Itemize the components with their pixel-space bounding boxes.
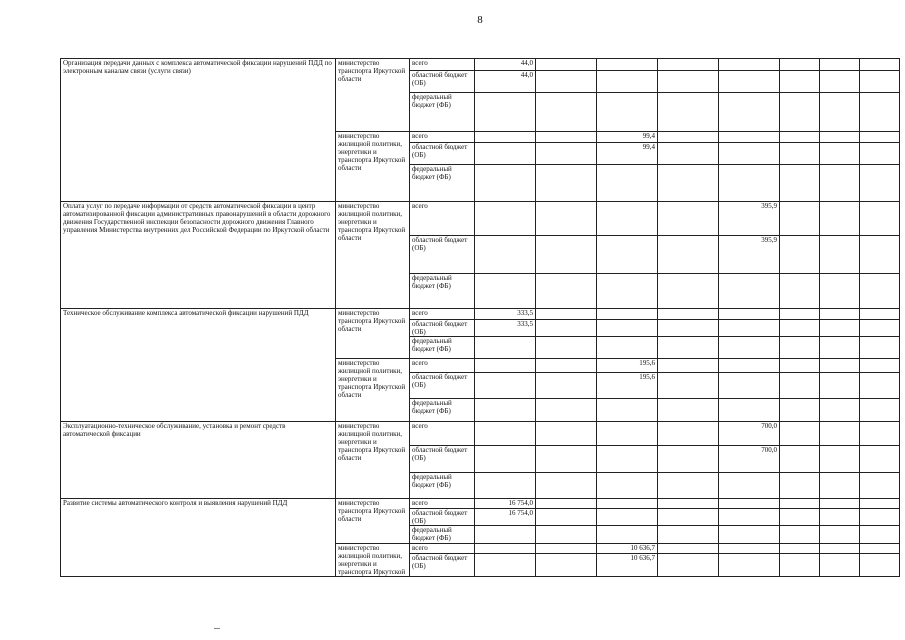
funding-source-label: всего: [410, 499, 475, 509]
executor-cell: министерство жилищной политики, энергетики и транспорта Иркутской области: [336, 131, 410, 202]
amount-cell: [860, 509, 900, 526]
amount-cell: 10 636,7: [597, 543, 658, 553]
amount-cell: [658, 399, 719, 421]
table-row: [61, 308, 900, 319]
amount-cell: [719, 399, 780, 421]
amount-cell: [820, 445, 860, 472]
amount-cell: [860, 59, 900, 71]
amount-cell: [820, 509, 860, 526]
amount-cell: [820, 543, 860, 553]
amount-cell: [820, 359, 860, 373]
amount-cell: [536, 445, 597, 472]
funding-source-label: федеральный бюджет (ФБ): [410, 526, 475, 543]
amount-cell: [780, 202, 820, 236]
funding-source-label: областной бюджет (ОБ): [410, 509, 475, 526]
amount-cell: [536, 202, 597, 236]
amount-cell: [536, 308, 597, 319]
amount-cell: [658, 509, 719, 526]
activity-cell: Эксплуатационно-техническое обслуживание, установка и ремонт средств автоматической фиксации: [61, 421, 336, 499]
amount-cell: [658, 337, 719, 359]
amount-cell: [719, 93, 780, 131]
amount-cell: [597, 509, 658, 526]
amount-cell: [658, 131, 719, 142]
amount-cell: [597, 421, 658, 445]
amount-cell: [475, 236, 536, 273]
funding-source-label: всего: [410, 202, 475, 236]
amount-cell: [820, 337, 860, 359]
amount-cell: [475, 421, 536, 445]
amount-cell: [658, 473, 719, 499]
amount-cell: [820, 499, 860, 509]
amount-cell: [597, 399, 658, 421]
amount-cell: [658, 499, 719, 509]
amount-cell: [860, 164, 900, 201]
amount-cell: 10 636,7: [597, 553, 658, 576]
amount-cell: [860, 142, 900, 164]
amount-cell: [719, 337, 780, 359]
funding-source-label: всего: [410, 359, 475, 373]
amount-cell: [820, 526, 860, 543]
amount-cell: [536, 337, 597, 359]
amount-cell: [719, 142, 780, 164]
amount-cell: [719, 526, 780, 543]
amount-cell: [536, 131, 597, 142]
amount-cell: [719, 473, 780, 499]
amount-cell: [820, 236, 860, 273]
amount-cell: [820, 399, 860, 421]
amount-cell: [536, 71, 597, 93]
amount-cell: [658, 273, 719, 308]
amount-cell: 195,6: [597, 359, 658, 373]
amount-cell: [597, 526, 658, 543]
amount-cell: [780, 308, 820, 319]
amount-cell: [597, 93, 658, 131]
funding-source-label: областной бюджет (ОБ): [410, 71, 475, 93]
amount-cell: [536, 543, 597, 553]
amount-cell: [475, 337, 536, 359]
amount-cell: [597, 308, 658, 319]
amount-cell: [536, 499, 597, 509]
amount-cell: [475, 473, 536, 499]
executor-cell: министерство жилищной политики, энергетики и транспорта Иркутской: [336, 543, 410, 577]
amount-cell: [719, 131, 780, 142]
amount-cell: [860, 236, 900, 273]
funding-source-label: областной бюджет (ОБ): [410, 445, 475, 472]
amount-cell: [658, 543, 719, 553]
amount-cell: [860, 543, 900, 553]
table-row: [61, 59, 900, 71]
amount-cell: [475, 131, 536, 142]
amount-cell: [719, 308, 780, 319]
amount-cell: [536, 273, 597, 308]
funding-source-label: федеральный бюджет (ФБ): [410, 164, 475, 201]
amount-cell: [820, 319, 860, 336]
amount-cell: [658, 71, 719, 93]
amount-cell: [780, 236, 820, 273]
amount-cell: [658, 236, 719, 273]
amount-cell: [860, 553, 900, 576]
amount-cell: 44,0: [475, 59, 536, 71]
amount-cell: [658, 421, 719, 445]
amount-cell: [475, 359, 536, 373]
amount-cell: 395,9: [719, 202, 780, 236]
amount-cell: [820, 421, 860, 445]
amount-cell: [860, 319, 900, 336]
amount-cell: [536, 526, 597, 543]
amount-cell: [536, 164, 597, 201]
amount-cell: [658, 93, 719, 131]
executor-cell: министерство транспорта Иркутской области: [336, 308, 410, 358]
funding-source-label: областной бюджет (ОБ): [410, 553, 475, 576]
executor-cell: министерство жилищной политики, энергетики и транспорта Иркутской области: [336, 421, 410, 499]
amount-cell: 395,9: [719, 236, 780, 273]
executor-cell: министерство жилищной политики, энергетики и транспорта Иркутской области: [336, 202, 410, 309]
amount-cell: [820, 59, 860, 71]
amount-cell: [780, 164, 820, 201]
executor-cell: министерство транспорта Иркутской области: [336, 59, 410, 132]
amount-cell: [780, 553, 820, 576]
amount-cell: [820, 553, 860, 576]
funding-source-label: областной бюджет (ОБ): [410, 319, 475, 336]
amount-cell: [658, 59, 719, 71]
amount-cell: [597, 319, 658, 336]
amount-cell: [780, 526, 820, 543]
amount-cell: [820, 308, 860, 319]
amount-cell: [536, 142, 597, 164]
amount-cell: [780, 509, 820, 526]
amount-cell: [780, 373, 820, 399]
amount-cell: [658, 202, 719, 236]
amount-cell: [780, 359, 820, 373]
amount-cell: [820, 131, 860, 142]
amount-cell: [475, 399, 536, 421]
amount-cell: [780, 421, 820, 445]
activity-cell: Оплата услуг по передаче информации от средств автоматической фиксации в центр автоматизированной фиксации административных правонарушений в области дорожного движения Государственной инспекции безопасности дорожного движения Главного управления Министерства внутренних дел Российской Федерации по Иркутской области: [61, 202, 336, 309]
amount-cell: 16 754,0: [475, 509, 536, 526]
amount-cell: 16 754,0: [475, 499, 536, 509]
amount-cell: [860, 202, 900, 236]
amount-cell: [658, 142, 719, 164]
funding-source-label: федеральный бюджет (ФБ): [410, 273, 475, 308]
amount-cell: [475, 202, 536, 236]
amount-cell: [780, 445, 820, 472]
amount-cell: 333,5: [475, 319, 536, 336]
funding-source-label: областной бюджет (ОБ): [410, 142, 475, 164]
activity-cell: Организация передачи данных с комплекса автоматической фиксации нарушений ПДД по электронным каналам связи (услуги связи): [61, 59, 336, 202]
amount-cell: [475, 526, 536, 543]
budget-table: [60, 58, 900, 577]
funding-source-label: областной бюджет (ОБ): [410, 373, 475, 399]
amount-cell: [475, 373, 536, 399]
amount-cell: [820, 142, 860, 164]
amount-cell: [536, 59, 597, 71]
amount-cell: [536, 399, 597, 421]
amount-cell: [475, 164, 536, 201]
amount-cell: [820, 473, 860, 499]
amount-cell: [780, 337, 820, 359]
amount-cell: [719, 59, 780, 71]
amount-cell: [719, 164, 780, 201]
amount-cell: [658, 308, 719, 319]
funding-source-label: всего: [410, 543, 475, 553]
amount-cell: [780, 499, 820, 509]
amount-cell: [475, 445, 536, 472]
amount-cell: [658, 359, 719, 373]
funding-source-label: всего: [410, 421, 475, 445]
amount-cell: [860, 373, 900, 399]
amount-cell: [658, 373, 719, 399]
amount-cell: [820, 71, 860, 93]
amount-cell: [820, 93, 860, 131]
amount-cell: [719, 373, 780, 399]
scan-mark: [214, 628, 220, 629]
amount-cell: [860, 93, 900, 131]
amount-cell: [820, 202, 860, 236]
amount-cell: [860, 399, 900, 421]
amount-cell: [860, 131, 900, 142]
amount-cell: [780, 319, 820, 336]
amount-cell: [597, 71, 658, 93]
amount-cell: [780, 399, 820, 421]
activity-cell: Развитие системы автоматического контроля и выявления нарушений ПДД: [61, 499, 336, 577]
executor-cell: министерство жилищной политики, энергетики и транспорта Иркутской области: [336, 359, 410, 421]
amount-cell: [719, 499, 780, 509]
amount-cell: [597, 499, 658, 509]
amount-cell: [475, 273, 536, 308]
amount-cell: [860, 473, 900, 499]
amount-cell: [658, 164, 719, 201]
amount-cell: 99,4: [597, 131, 658, 142]
amount-cell: [719, 509, 780, 526]
amount-cell: [658, 445, 719, 472]
funding-source-label: федеральный бюджет (ФБ): [410, 93, 475, 131]
amount-cell: [820, 164, 860, 201]
amount-cell: [475, 543, 536, 553]
table-row: [61, 499, 900, 509]
amount-cell: [860, 359, 900, 373]
activity-cell: Техническое обслуживание комплекса автоматической фиксации нарушений ПДД: [61, 308, 336, 421]
amount-cell: [860, 499, 900, 509]
amount-cell: [719, 71, 780, 93]
amount-cell: [597, 236, 658, 273]
amount-cell: [597, 337, 658, 359]
amount-cell: [780, 71, 820, 93]
amount-cell: [780, 142, 820, 164]
table-row: [61, 421, 900, 445]
amount-cell: [597, 202, 658, 236]
amount-cell: 700,0: [719, 445, 780, 472]
amount-cell: [719, 543, 780, 553]
funding-source-label: областной бюджет (ОБ): [410, 236, 475, 273]
funding-source-label: федеральный бюджет (ФБ): [410, 399, 475, 421]
page-number: 8: [477, 14, 483, 26]
amount-cell: [860, 445, 900, 472]
amount-cell: [820, 373, 860, 399]
executor-cell: министерство транспорта Иркутской области: [336, 499, 410, 543]
amount-cell: [536, 473, 597, 499]
amount-cell: [780, 131, 820, 142]
funding-source-label: федеральный бюджет (ФБ): [410, 473, 475, 499]
amount-cell: [860, 337, 900, 359]
amount-cell: [860, 71, 900, 93]
amount-cell: [719, 319, 780, 336]
amount-cell: [536, 359, 597, 373]
amount-cell: [658, 319, 719, 336]
amount-cell: [820, 273, 860, 308]
amount-cell: [658, 553, 719, 576]
amount-cell: [536, 421, 597, 445]
amount-cell: 700,0: [719, 421, 780, 445]
amount-cell: [536, 93, 597, 131]
amount-cell: [860, 421, 900, 445]
amount-cell: 44,0: [475, 71, 536, 93]
amount-cell: [780, 59, 820, 71]
amount-cell: [860, 273, 900, 308]
amount-cell: [536, 553, 597, 576]
amount-cell: [719, 553, 780, 576]
amount-cell: [719, 359, 780, 373]
amount-cell: [536, 509, 597, 526]
amount-cell: [780, 543, 820, 553]
amount-cell: 333,5: [475, 308, 536, 319]
amount-cell: [475, 93, 536, 131]
amount-cell: [536, 373, 597, 399]
funding-source-label: всего: [410, 308, 475, 319]
amount-cell: [780, 93, 820, 131]
amount-cell: [475, 553, 536, 576]
amount-cell: [475, 142, 536, 164]
amount-cell: [597, 473, 658, 499]
amount-cell: [860, 308, 900, 319]
amount-cell: [719, 273, 780, 308]
amount-cell: [597, 445, 658, 472]
amount-cell: [597, 164, 658, 201]
amount-cell: 195,6: [597, 373, 658, 399]
amount-cell: [780, 473, 820, 499]
table-row: [61, 202, 900, 236]
funding-source-label: всего: [410, 59, 475, 71]
amount-cell: [597, 273, 658, 308]
funding-source-label: федеральный бюджет (ФБ): [410, 337, 475, 359]
amount-cell: [536, 236, 597, 273]
amount-cell: [597, 59, 658, 71]
amount-cell: [658, 526, 719, 543]
amount-cell: 99,4: [597, 142, 658, 164]
funding-source-label: всего: [410, 131, 475, 142]
amount-cell: [860, 526, 900, 543]
amount-cell: [536, 319, 597, 336]
amount-cell: [780, 273, 820, 308]
